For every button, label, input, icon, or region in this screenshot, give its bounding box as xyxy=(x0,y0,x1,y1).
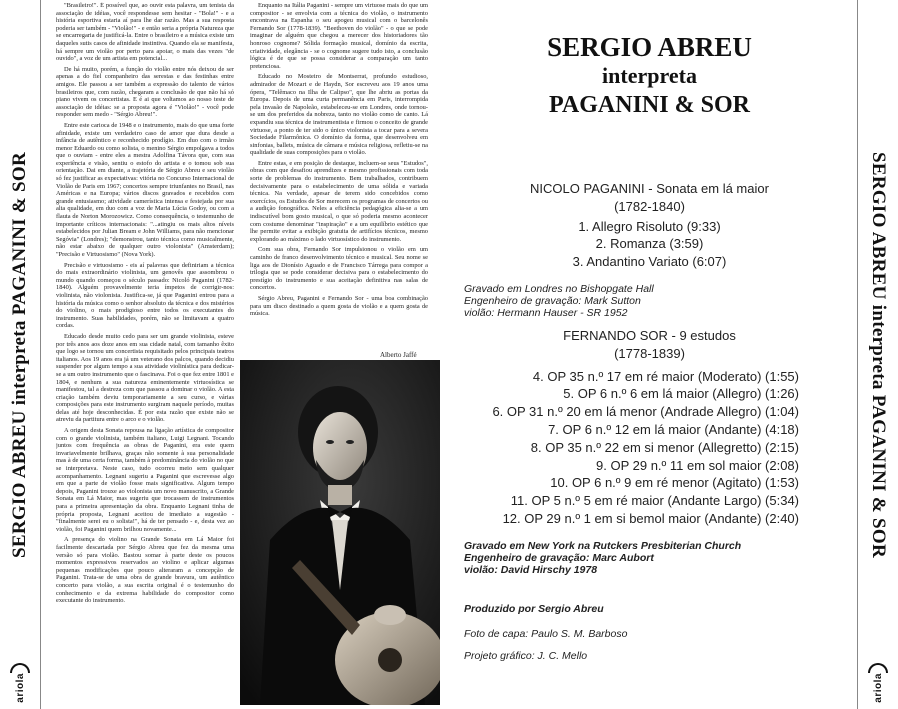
ariola-logo xyxy=(10,663,30,703)
essay-paragraph: De há muito, porém, a função do violão entre nós deixou de ser apenas a do fiel companheiro das serestas e das festinhas entre amigos. Ele passou a ser também a expressão do talento de vários brasileiros que, com razão, chegaram a conclusão de que não há só piano vivem os concertistas. E é ai que voltamos ao nosso teste de associação de idéias: se a proposta agora é "Violão!" - você pode responder sem medo - "Sérgio Abreu!". xyxy=(56,65,234,119)
ariola-logo-icon xyxy=(10,663,30,673)
paganini-heading: NICOLO PAGANINI - Sonata em lá maior xyxy=(530,181,769,196)
right-spine xyxy=(857,0,898,709)
paganini-dates: (1782-1840) xyxy=(614,198,685,214)
track-list-item: 9. OP 29 n.º 11 em sol maior (2:08) xyxy=(596,457,799,473)
essay-paragraph: Educado desde muito cedo para ser um grande violinista, esteve por três anos aos doze anos em sua cidade natal, com tamanho êxito que logo se tornou um concertista requisitado pelos principais teatros italianos. Aos 19 anos era já um veterano dos palcos, quando decidiu suspender por algum tempo a sua atividade violinística para dedicar-se a um outro instrumento que o fascinava. Foi o que fez entre 1801 e 1804, e nenhum a sua natureza eminentemente virtuosística se manifestou, tal a destreza com que passou a dominar o violão. A esta criação também deviu temporariamente a seu curso, e várias composições para este instrumento surgiram naquele período, muitas delas até hoje desconhecidas. É por esta razão que existe não se atreviu da partitura entre o arco e o violão. xyxy=(56,332,234,424)
left-spine xyxy=(0,0,41,709)
sor-track-list xyxy=(452,368,847,528)
essay-paragraph: Entre este carioca de 1948 e o instrumento, mais do que uma forte afinidade, existe um verdadeiro caso de amor que dura desde a infância de autêntico e reconhecido prodígio. Em duo com o irmão menor Eduardo ou como solista, o menino Sérgio empolgava a todos que o ouviam - entre eles a mestra Adolfina Távora que, com sua experiência e visão, sentiu o estofo do artista e o tomou sob sua orientação. Dai em diante, a trajetória de Sérgio Abreu e seu violão só fez justificar as expectativas: vitória no Concurso Internacional de Violão de Paris em 1967; concertos sempre triunfantes no Brasil, nas Américas e na Europa; vários discos gravados e recebidos com grande entusiasmo; atividade camerística intensa e festejada por sua alta qualidade, em duo com a voz de Maria Lúcia Godoy, ou com a flauta de Norton Morozowicz. Como consequência, o testemunho de importante críticos internacionais: "...atingiu os mais altos níveis estabelecidos por Julian Bream e John Williams, para não mencionar Segóvia" (Londres); "demonstrou, tanto técnica como musicalmente, não estar abaixo de qualquer outro violonista" (Amsterdam); "Precisão e Virtuosismo" (Nova York). xyxy=(56,121,234,258)
track-list-item: 2. Romanza (3:59) xyxy=(595,236,704,252)
ariola-logo xyxy=(868,663,888,703)
track-list-item: 6. OP 31 n.º 20 em lá menor (Andrade Allegro) (1:04) xyxy=(492,404,799,420)
essay-paragraph: "Brasileiro!". É possível que, ao ouvir esta palavra, um tenista da associação de idéias, você respondesse sem hesitar - "Bola!" - e a história esportiva estaria aí para lhe dar razão. Mas a sua resposta poderia ser também - "Violão!" - e então seria a própria Natureza que se encarregaria de justificá-la. Entre o brasileiro e a música existe um daqueles sutis casos de afinidade instintiva. Quando ela se manifesta, há sempre um violão por perto para apoiar, o mais das vezes "de ouvido", a voz de um artista em potencial... xyxy=(56,2,234,63)
essay-paragraph: Enquanto na Itália Paganini - sempre um virtuose mais do que um compositor - se envolvia com a técnica do violão, o instrumento encontrava na Espanha o seu apogeu musical com o barcelonês Fernando Sor (1778-1839). "Beethoven do violão" - o que se pode imaginar de alguém que chegou a merecer dos historiadores tão honroso cognome? Sólida formação musical, domínio da escrita, criatividade, elegância - se o cognome sugere tudo isto, a conclusão lógica é de que se possa considerar a comparação um tanto pretenciosa. xyxy=(250,2,428,70)
paganini-instrument: violão: Hermann Hauser - SR 1952 xyxy=(464,306,628,319)
ariola-logo-text: ariola xyxy=(14,673,26,703)
track-list-item: 12. OP 29 n.º 1 em si bemol maior (Andante) (2:40) xyxy=(502,510,799,526)
essay-paragraph: A presença do violino na Grande Sonata em Lá Maior foi facilmente descartada por Sérgio Abreu que fez da mesma uma versão só para violão. Bastou somar à parte deste os poucos momentos expressivos reservados ao violino e aplicar algumas pequenas modificações que pouco alteraram a concepção de Paganini. Trata-se de uma obra de grande bravura, um autêntico concerto para violão, a sua escrita original é o testemunho do conhecimento e da extrema habilidade do compositor como executante do instrumento. xyxy=(56,536,234,605)
paganini-section xyxy=(452,180,847,319)
essay-paragraph: Educado no Mosteiro de Montserrat, profundo estudioso, admirador de Mozart e de Haydn, Sor escreveu aos 19 anos uma ópera, "Telêmaco na Ilha de Calipso", que lhe abriu as portas da Europa. Depois de uma curta permanência em Paris, interrompida pela invasão de Napoleão, estabeleceu-se em Londres, onde tornou-se um dos preferidos da nobreza, tanto no violão como de canto. Lá expandiu sua técnica de instrumentista e firmou o conceito de grande virtuose, a ponto de ter sido o único violonista a tocar para a severa Sociedade Filarmônica. O domínio da forma, que desenvolveu em sinfonias, ballets, música de câmara e música religiosa, refletiu-se na qualidade de suas composições para o violão. xyxy=(250,73,428,157)
sor-instrument: violão: David Hirschy 1978 xyxy=(464,563,598,576)
sor-engineer: Engenheiro de gravação: Marc Aubort xyxy=(464,551,654,564)
portrait-illustration xyxy=(240,360,440,705)
ariola-logo-icon xyxy=(868,663,888,673)
track-list-item: 7. OP 6 n.º 12 em lá maior (Andante) (4:18) xyxy=(548,421,799,437)
spine-title: SERGIO ABREU interpreta PAGANINI & SOR xyxy=(868,151,889,558)
portrait-photo xyxy=(240,360,440,705)
ariola-logo-text: ariola xyxy=(872,673,884,703)
track-list-item: 3. Andantino Variato (6:07) xyxy=(572,254,727,270)
track-list-item: 1. Allegro Risoluto (9:33) xyxy=(578,218,721,234)
graphic-design-credit: Projeto gráfico: J. C. Mello xyxy=(464,650,588,662)
track-list-item: 10. OP 6 n.º 9 em ré menor (Agitato) (1:53) xyxy=(550,475,799,491)
essay-paragraph: Com sua obra, Fernando Sor impulsionou o violão em um caminho de franco desenvolvimento técnico e musical. Seu nome se liga aos de Dionísio Aguado e de Francisco Tárrega para compor a trilogia que se pode considerar decisiva para o estabelecimento do prestígio do instrumento e sua aceitação definitiva nas salas de concertos. xyxy=(250,246,428,292)
photo-credit: Alberto Jaffé xyxy=(380,351,417,359)
spine-title: SERGIO ABREU interpreta PAGANINI & SOR xyxy=(9,151,30,558)
essay-column-2 xyxy=(250,2,428,340)
track-list-item: 11. OP 5 n.º 5 em ré maior (Andante Largo) (5:34) xyxy=(510,493,799,509)
sor-recording-location: Gravado em New York na Rutckers Presbiterian Church xyxy=(464,539,742,552)
track-list-item: 5. OP 6 n.º 6 em lá maior (Allegro) (1:26) xyxy=(563,386,799,402)
track-list-item: 4. OP 35 n.º 17 em ré maior (Moderato) (1:55) xyxy=(532,368,799,384)
album-title xyxy=(452,32,847,120)
sor-section xyxy=(452,327,847,576)
essay-paragraph: Entre estas, e em posição de destaque, incluem-se seus "Estudos", obras com que desafiou aprendizes e mesmo profissionais com toda sorte de problemas do instrumento. Bem trabalhados, contribuem decisivamente para o estabelecimento de uma sólida e variada técnica. Na verdade, apesar de terem sido concebidos como exercícios, os Estudos de Sor merecem os programas de concertos ou a audição fonográfica. Neles a eficiência pedagógica alia-se a um indiscutível bom gosto musical, o que só poderia mesmo acontecer com costume denominar "inspiração" e a um equilíbrio estético que lhe permite evitar a exibição gratuita de artifícios técnicos, mesmo explorando ao máximo o lado virtuosístico do instrumento. xyxy=(250,159,428,243)
essay-paragraph: Sérgio Abreu, Paganini e Fernando Sor - uma boa combinação para um disco destinado a quem gosta de violão e a quem gosta de música. xyxy=(250,294,428,318)
paganini-recording-location: Gravado em Londres no Bishopgate Hall xyxy=(464,282,654,295)
title-artist: SERGIO ABREU xyxy=(547,32,752,62)
title-composers: PAGANINI & SOR xyxy=(549,92,750,118)
paganini-engineer: Engenheiro de gravação: Mark Sutton xyxy=(464,294,641,307)
producer-credit: Produzido por Sergio Abreu xyxy=(464,603,604,615)
sor-dates: (1778-1839) xyxy=(614,345,685,361)
sor-heading: FERNANDO SOR - 9 estudos xyxy=(563,328,736,343)
essay-paragraph: Precisão e virtuosismo - eis aí palavras que definiriam a técnica do mais extraordinário violinista, um genovês que assombrou o mundo quando começou o século passado: Nicoló Paganini (1782-1840). Alguém provavelmente teria ímpetos de corrigir-nos: violinista, não violonista. Justifica-se, já que Paganini entrou para a história da música como o senhor absoluto da técnica e dos mistérios do violino, o mais prodigioso entre todos os executantes do instrumento. Suas habilidades, porém, não se limitavam a quatro cordas. xyxy=(56,261,234,330)
cover-photo-credit: Foto de capa: Paulo S. M. Barboso xyxy=(464,628,628,640)
track-list-item: 8. OP 35 n.º 22 em si menor (Allegretto) (2:15) xyxy=(530,439,799,455)
title-interpreta: interpreta xyxy=(602,63,697,88)
essay-paragraph: A origem desta Sonata repousa na ligação artística de compositor com o grande violinista, também italiano, Luigi Legnani. Tocando juntos com frequência as obras de Paganini, era este quem invariavelmente brilhava, graças não somente à sua personalidade mas à de uma certa forma, também à predominância do violão no que se interpretava. Neste caso, tudo ocorreu meio sem qualquer acompanhamento. Legnani sugeriu a Paganini que escrevesse algo em que a parte de violão fosse mais significativa. Algum tempo depois, Paganini trouxe ao violonista um novo manuscrito, a Grande Sonata em Lá Maior, mas sugeriu que trocassem de instrumentos para a primeira apresentação da obra. Enquanto Legnani tinha de própria proposta, Legnani aceitou de imediato a sugestão - "finalmente serei eu o solista!", há de ter pensado - e, desta vez ao violão, foi Paganini quem brilhou novamente... xyxy=(56,427,234,533)
essay-column-1 xyxy=(56,2,234,702)
